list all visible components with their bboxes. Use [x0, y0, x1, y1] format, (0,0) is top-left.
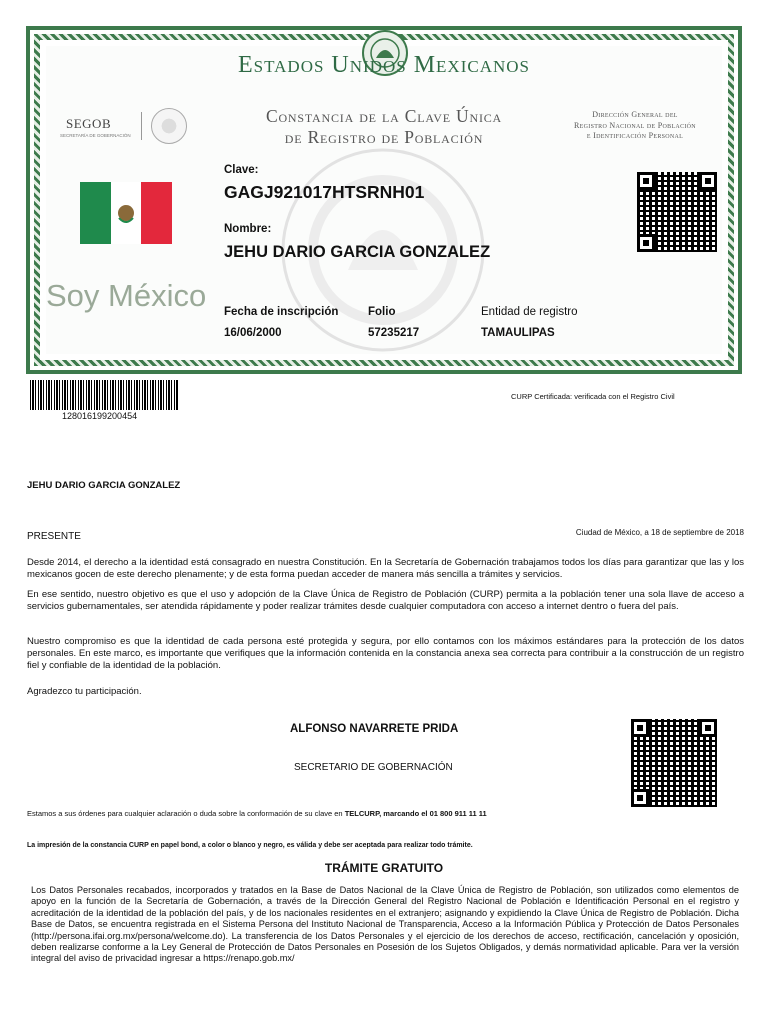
thanks-line: Agradezco tu participación.	[27, 686, 142, 697]
logo-divider	[141, 112, 142, 140]
clave-value: GAGJ921017HTSRNH01	[224, 182, 425, 202]
nombre-value: JEHU DARIO GARCIA GONZALEZ	[224, 243, 491, 261]
flag-emblem-icon	[111, 182, 141, 244]
barcode-icon	[30, 380, 178, 410]
folio-value: 57235217	[368, 327, 420, 339]
qr-code-bottom-icon	[631, 719, 717, 807]
document-title-line-1: Constancia de la Clave Única	[265, 106, 503, 126]
document-title-line-2: de Registro de Población	[284, 127, 484, 147]
qr-finder-top-left	[631, 719, 649, 737]
flag-red-stripe	[141, 182, 172, 244]
qr-finder-top-right	[699, 719, 717, 737]
signer-title: SECRETARIO DE GOBERNACIÓN	[294, 762, 453, 773]
nombre-label: Nombre:	[224, 223, 272, 235]
contact-line	[27, 809, 487, 818]
paragraph-2: En ese sentido, nuestro objetivo es que el uso y adopción de la Clave Única de Registro de Población (CURP) permita a la población tener una sola llave de acceso a servicios gubernamentales, ser atendida rápidamente y poder realizar trámites desde cualquier computadora con acceso a internet dentro o fuera del país.	[27, 589, 744, 612]
print-validity-note: La impresión de la constancia CURP en papel bond, a color o blanco y negro, es válida y debe ser aceptada para realizar todo trámite.	[27, 842, 473, 849]
qr-finder-bottom-left	[637, 234, 655, 252]
signer-name: ALFONSO NAVARRETE PRIDA	[290, 723, 459, 735]
qr-finder-top-left	[637, 172, 655, 190]
qr-finder-top-right	[699, 172, 717, 190]
presente-label: PRESENTE	[27, 531, 81, 542]
barcode-number: 128016199200454	[62, 411, 138, 421]
fecha-label: Fecha de inscripción	[224, 306, 339, 318]
segob-subtitle: SECRETARÍA DE GOBERNACIÓN	[60, 133, 131, 138]
clave-label: Clave:	[224, 164, 259, 176]
contact-text: Estamos a sus órdenes para cualquier aclaración o duda sobre la conformación de su clave en	[27, 809, 345, 818]
place-date: Ciudad de México, a 18 de septiembre de 2018	[575, 528, 744, 537]
privacy-notice: Los Datos Personales recabados, incorporados y tratados en la Base de Datos Nacional de la Clave Única de Registro de Población, son utilizados como elementos de apoyo en la función de la Secretaría de Gobernación, a través de la Dirección General del Registro Nacional de Población e Identificación Personal en el registro y acreditación de la identidad de la población del país, y de los nacionales residentes en el extranjero; asignando y expidiendo la Clave Única de Registro de Población. Dicha Base de Datos, se encuentra registrada en el Sistema Persona del Instituto Nacional de Transparencia, Acceso a la Información Pública y Protección de Datos Personales (http://persona.ifai.org.mx/persona/welcome.do). La transferencia de los Datos Personales y el ejercicio de los derechos de acceso, rectificación, cancelación y oposición, deben realizarse conforme a la Ley General de Protección de Datos Personales en Posesión de los Sujetos Obligados, y demás normatividad aplicable. Para ver la versión integral del aviso de privacidad ingresar a https://renapo.gob.mx/	[31, 885, 739, 964]
certified-note: CURP Certificada: verificada con el Registro Civil	[511, 392, 675, 401]
entidad-value: TAMAULIPAS	[481, 327, 555, 339]
country-title: Estados Unidos Mexicanos	[238, 52, 530, 78]
paragraph-3: Nuestro compromiso es que la identidad de cada persona esté protegida y segura, por ello contamos con los máximos estándares para la protección de los datos personales. En este marco, es importante que verifiques que la información contenida en la constancia anexa sea correcta para contribuir a la construcción de un registro fiel y confiable de la identidad de la población.	[27, 636, 744, 671]
segob-logo: SEGOB	[66, 116, 112, 131]
mexican-flag-icon	[80, 182, 172, 244]
qr-finder-bottom-left	[631, 789, 649, 807]
agency-line-3: e Identificación Personal	[586, 131, 684, 140]
agency-line-2: Registro Nacional de Población	[574, 120, 696, 130]
segob-seal-icon	[151, 108, 187, 144]
agency-name	[545, 110, 725, 142]
free-procedure-title: TRÁMITE GRATUITO	[324, 861, 444, 875]
flag-green-stripe	[80, 182, 111, 244]
paragraph-1: Desde 2014, el derecho a la identidad está consagrado en nuestra Constitución. En la Secretaría de Gobernación trabajamos todos los días para garantizar que las y los mexicanos gocen de este derecho plenamente; y de esta forma puedan acceder de manera más sencilla a trámites y servicios.	[27, 557, 744, 580]
flag-white-stripe	[111, 182, 142, 244]
folio-label: Folio	[368, 306, 396, 318]
qr-code-icon	[637, 172, 717, 252]
contact-phone: TELCURP, marcando el 01 800 911 11 11	[344, 809, 487, 818]
slogan: Soy México	[46, 278, 207, 313]
agency-line-1: Dirección General del	[592, 110, 678, 119]
entidad-label: Entidad de registro	[481, 306, 578, 318]
recipient-name: JEHU DARIO GARCIA GONZALEZ	[27, 480, 181, 491]
fecha-value: 16/06/2000	[224, 327, 282, 339]
